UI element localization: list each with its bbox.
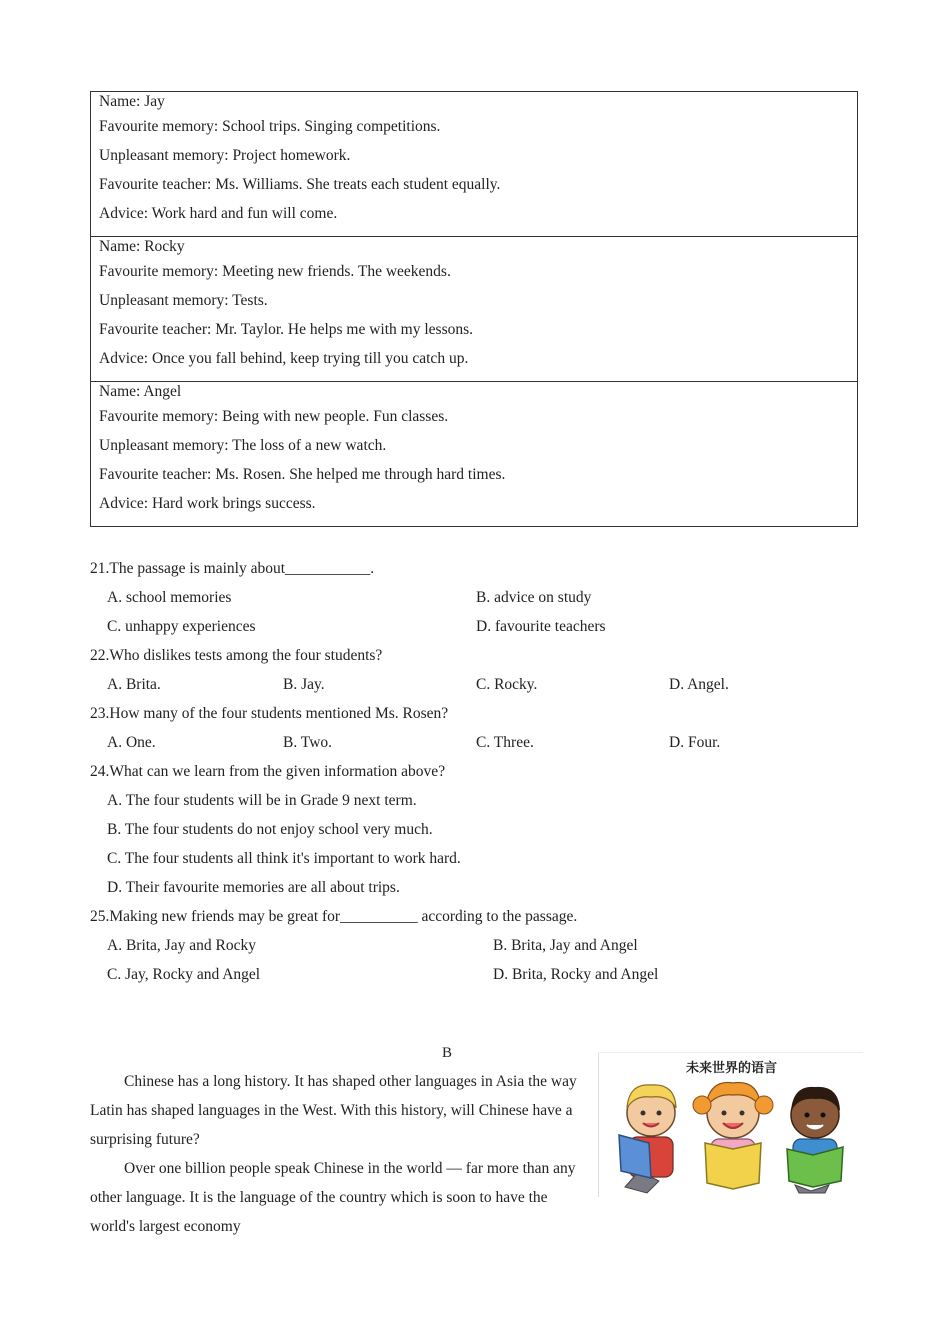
question-stem: 25.Making new friends may be great for__________ according to the passage. — [90, 908, 578, 925]
book-yellow-icon — [705, 1143, 761, 1189]
profile-unpleasant-memory: Unpleasant memory: The loss of a new watch. — [99, 437, 387, 454]
profile-jay — [91, 92, 857, 236]
profile-favourite-teacher: Favourite teacher: Ms. Williams. She treats each student equally. — [99, 176, 501, 193]
option-row — [90, 817, 870, 846]
profile-favourite-memory: Favourite memory: Being with new people. Fun classes. — [99, 408, 449, 425]
section-title: B — [442, 1045, 453, 1061]
profile-favourite-teacher: Favourite teacher: Ms. Rosen. She helped me through hard times. — [99, 466, 506, 483]
profile-name: Name: Jay — [99, 93, 165, 110]
question-stem: 23.How many of the four students mentioned Ms. Rosen? — [90, 705, 449, 722]
option-d[interactable]: D. favourite teachers — [476, 618, 606, 635]
children-reading-drawing — [599, 1053, 864, 1198]
paragraph: Chinese has a long history. It has shaped other languages in Asia the way Latin has shaped languages in the West. With this history, will Chinese have a surprising future? — [90, 1073, 577, 1148]
profile-advice: Advice: Work hard and fun will come. — [99, 205, 338, 222]
option-row — [90, 788, 870, 817]
option-d[interactable]: D. Their favourite memories are all about trips. — [107, 879, 400, 896]
question-stem: 22.Who dislikes tests among the four students? — [90, 647, 383, 664]
option-b[interactable]: B. The four students do not enjoy school very much. — [107, 821, 433, 838]
profile-advice: Advice: Once you fall behind, keep trying till you catch up. — [99, 350, 469, 367]
profile-name: Name: Rocky — [99, 238, 185, 255]
option-row — [90, 962, 870, 991]
option-row — [90, 933, 870, 962]
paragraph: Over one billion people speak Chinese in the world — far more than any other language. It is the language of the country which is soon to have the world's largest economy — [90, 1160, 576, 1235]
option-b[interactable]: B. Two. — [283, 734, 333, 751]
question-list — [90, 556, 870, 991]
option-c[interactable]: C. unhappy experiences — [107, 618, 256, 635]
option-c[interactable]: C. The four students all think it's important to work hard. — [107, 850, 461, 867]
option-a[interactable]: A. school memories — [107, 589, 232, 606]
option-a[interactable]: A. The four students will be in Grade 9 next term. — [107, 792, 417, 809]
option-row — [90, 730, 870, 759]
question-stem: 24.What can we learn from the given information above? — [90, 763, 446, 780]
profile-angel — [91, 381, 857, 526]
option-a[interactable]: A. Brita, Jay and Rocky — [107, 937, 256, 954]
illustration-caption: 未来世界的语言 — [685, 1061, 777, 1076]
option-d[interactable]: D. Angel. — [669, 676, 729, 693]
option-a[interactable]: A. One. — [107, 734, 156, 751]
option-b[interactable]: B. advice on study — [476, 589, 592, 606]
profile-unpleasant-memory: Unpleasant memory: Project homework. — [99, 147, 351, 164]
option-c[interactable]: C. Three. — [476, 734, 534, 751]
profile-favourite-teacher: Favourite teacher: Mr. Taylor. He helps me with my lessons. — [99, 321, 474, 338]
profile-advice: Advice: Hard work brings success. — [99, 495, 316, 512]
student-profiles-table — [90, 91, 858, 527]
profile-unpleasant-memory: Unpleasant memory: Tests. — [99, 292, 268, 309]
option-row — [90, 614, 870, 643]
option-a[interactable]: A. Brita. — [107, 676, 161, 693]
option-d[interactable]: D. Four. — [669, 734, 721, 751]
profile-name: Name: Angel — [99, 383, 182, 400]
children-reading-illustration — [598, 1052, 863, 1197]
profile-favourite-memory: Favourite memory: Meeting new friends. The weekends. — [99, 263, 451, 280]
option-row — [90, 846, 870, 875]
option-b[interactable]: B. Jay. — [283, 676, 325, 693]
profile-rocky — [91, 236, 857, 381]
question-stem: 21.The passage is mainly about___________. — [90, 560, 375, 577]
option-d[interactable]: D. Brita, Rocky and Angel — [493, 966, 659, 983]
option-row — [90, 672, 870, 701]
profile-favourite-memory: Favourite memory: School trips. Singing competitions. — [99, 118, 441, 135]
option-c[interactable]: C. Rocky. — [476, 676, 538, 693]
option-b[interactable]: B. Brita, Jay and Angel — [493, 937, 638, 954]
option-row — [90, 875, 870, 904]
option-c[interactable]: C. Jay, Rocky and Angel — [107, 966, 261, 983]
option-row — [90, 585, 870, 614]
reading-passage — [90, 1067, 588, 1241]
